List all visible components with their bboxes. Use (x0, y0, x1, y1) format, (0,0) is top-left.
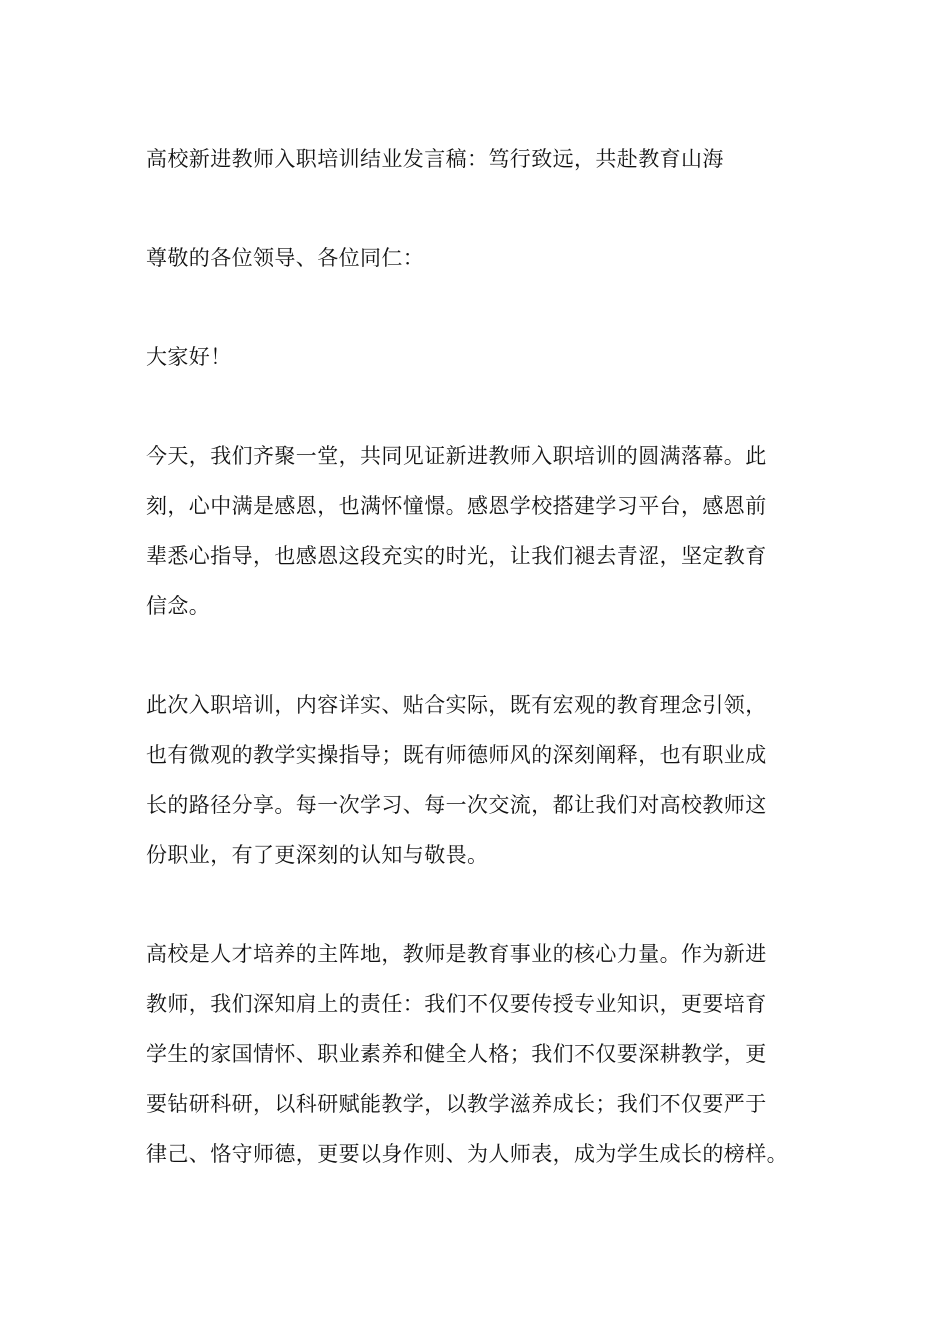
paragraph-line: 长的路径分享。每一次学习、每一次交流，都让我们对高校教师这 (146, 793, 767, 817)
paragraph-3 (146, 929, 810, 1179)
paragraph-line: 律己、恪守师德，更要以身作则、为人师表，成为学生成长的榜样。 (146, 1142, 788, 1166)
document-page (146, 134, 810, 1179)
paragraph-line: 高校是人才培养的主阵地，教师是教育事业的核心力量。作为新进 (146, 942, 767, 966)
paragraph-line: 信念。 (146, 594, 211, 618)
spacer (146, 631, 810, 680)
paragraph-1 (146, 431, 810, 631)
paragraph-line: 也有微观的教学实操指导；既有师德师风的深刻阐释，也有职业成 (146, 743, 767, 767)
paragraph-line: 此次入职培训，内容详实、贴合实际，既有宏观的教育理念引领， (146, 693, 767, 717)
spacer (146, 184, 810, 233)
paragraph-line: 要钻研科研，以科研赋能教学，以教学滋养成长；我们不仅要严于 (146, 1092, 767, 1116)
paragraph-2 (146, 680, 810, 880)
paragraph-line: 份职业，有了更深刻的认知与敬畏。 (146, 843, 489, 867)
spacer (146, 880, 810, 929)
paragraph-line: 刻，心中满是感恩，也满怀憧憬。感恩学校搭建学习平台，感恩前 (146, 494, 767, 518)
spacer (146, 283, 810, 332)
paragraph-line: 今天，我们齐聚一堂，共同见证新进教师入职培训的圆满落幕。此 (146, 444, 767, 468)
paragraph-line: 学生的家国情怀、职业素养和健全人格；我们不仅要深耕教学，更 (146, 1042, 767, 1066)
paragraph-line: 辈悉心指导，也感恩这段充实的时光，让我们褪去青涩，坚定教育 (146, 544, 767, 568)
greeting: 大家好！ (146, 345, 232, 369)
salutation: 尊敬的各位领导、各位同仁： (146, 246, 425, 270)
spacer (146, 382, 810, 431)
paragraph-line: 教师，我们深知肩上的责任：我们不仅要传授专业知识，更要培育 (146, 992, 767, 1016)
document-title: 高校新进教师入职培训结业发言稿：笃行致远，共赴教育山海 (146, 147, 724, 171)
